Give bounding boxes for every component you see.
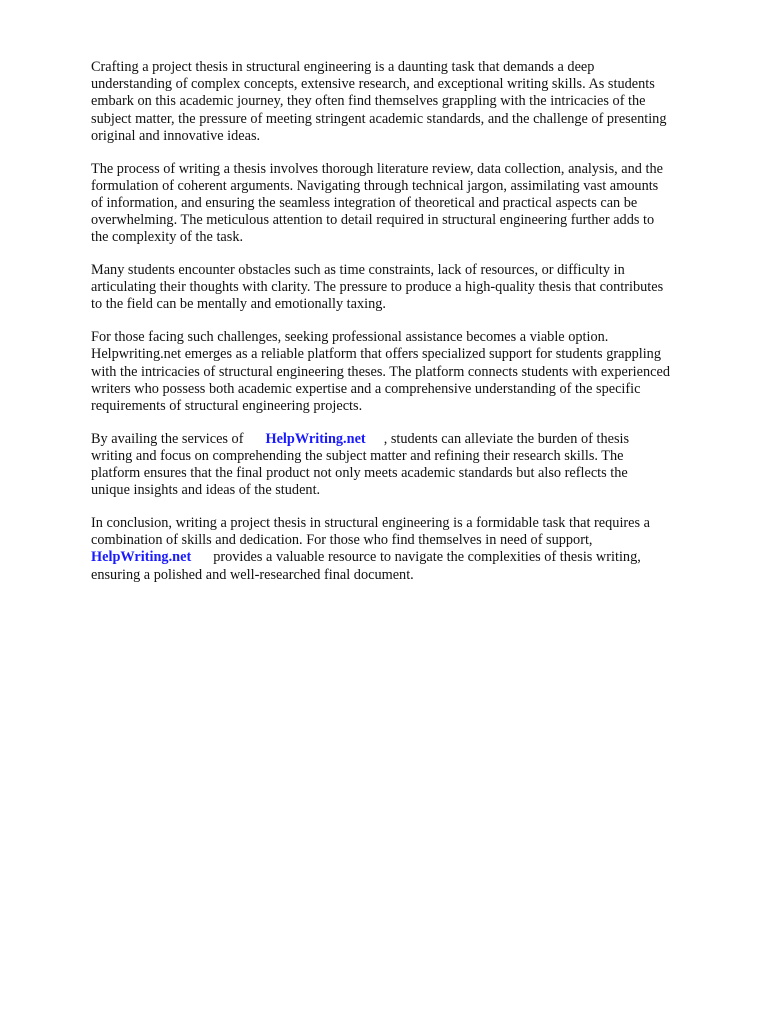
text-fragment: By availing the services of [91,430,244,447]
text-line: overwhelming. The meticulous attention to detail required in structural engineering further adds to [91,212,655,229]
text-line: combination of skills and dedication. For those who find themselves in need of support, [91,532,593,549]
text-line: ensuring a polished and well-researched final document. [91,566,414,583]
text-line: platform ensures that the final product not only meets academic standards but also reflects the [91,465,628,482]
text-fragment: , students can alleviate the burden of thesis [383,430,630,447]
text-line: The process of writing a thesis involves thorough literature review, data collection, analysis, and the [91,160,663,177]
text-line: formulation of coherent arguments. Navigating through technical jargon, assimilating vast amounts [91,177,659,194]
text-line: subject matter, the pressure of meeting stringent academic standards, and the challenge of presenting [91,110,667,127]
paragraph-obstacles [91,262,731,314]
text-line: with the intricacies of structural engineering theses. The platform connects students with experienced [91,363,670,380]
text-fragment: provides a valuable resource to navigate the complexities of thesis writing, [213,549,641,566]
text-line: the complexity of the task. [91,229,244,246]
text-line: In conclusion, writing a project thesis in structural engineering is a formidable task that requires a [91,514,651,531]
text-line: original and innovative ideas. [91,127,261,144]
helpwriting-link[interactable]: HelpWriting.net [91,549,192,566]
paragraph-intro [91,59,731,145]
paragraph-services [91,431,731,500]
text-line: to the field can be mentally and emotionally taxing. [91,296,386,313]
paragraph-process [91,161,731,247]
document-body [91,59,731,599]
helpwriting-link[interactable]: HelpWriting.net [265,430,366,447]
paragraph-assistance [91,329,731,415]
text-line: Helpwriting.net emerges as a reliable platform that offers specialized support for students grappling [91,346,661,363]
text-line: writing and focus on comprehending the subject matter and refining their research skills. The [91,447,624,464]
text-line: writers who possess both academic expertise and a comprehensive understanding of the specific [91,380,641,397]
text-line: embark on this academic journey, they often find themselves grappling with the intricacies of the [91,93,646,110]
paragraph-conclusion [91,515,731,584]
text-line-with-link [91,549,731,566]
text-line: understanding of complex concepts, extensive research, and exceptional writing skills. As students [91,76,655,93]
text-line: articulating their thoughts with clarity. The pressure to produce a high-quality thesis that contributes [91,279,664,296]
text-line: unique insights and ideas of the student. [91,482,321,499]
text-line: Many students encounter obstacles such as time constraints, lack of resources, or difficulty in [91,262,625,279]
text-line-with-link [91,431,731,448]
text-line: of information, and ensuring the seamless integration of theoretical and practical aspects can be [91,194,638,211]
text-line: requirements of structural engineering projects. [91,397,363,414]
text-line: For those facing such challenges, seeking professional assistance becomes a viable option. [91,329,609,346]
text-line: Crafting a project thesis in structural engineering is a daunting task that demands a deep [91,59,595,75]
